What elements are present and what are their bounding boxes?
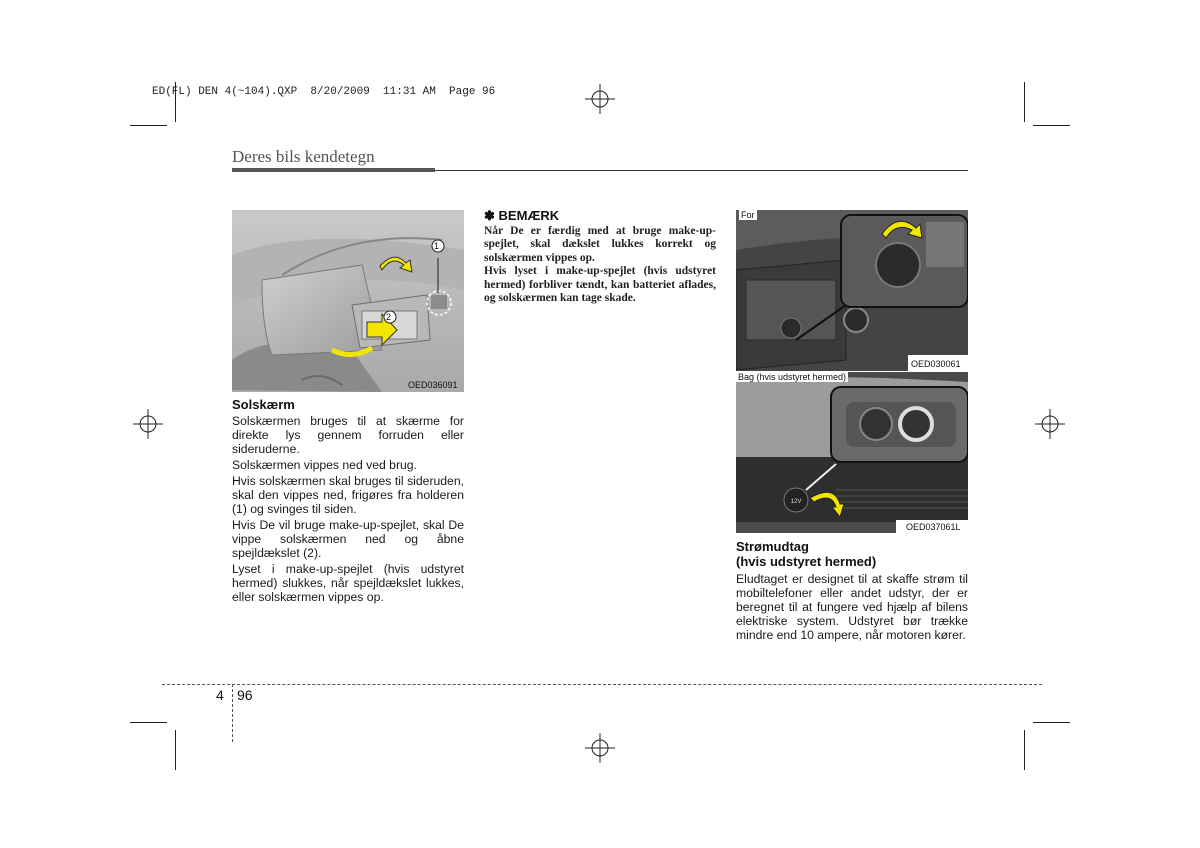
note-title-text: BEMÆRK xyxy=(498,208,560,223)
note-symbol-icon: ✽ xyxy=(484,208,495,223)
figure-label-front: For xyxy=(741,210,755,220)
sun-visor-figure xyxy=(232,210,464,392)
header-rule-thick xyxy=(232,168,435,172)
note-title xyxy=(484,208,559,224)
section-heading-power-outlet xyxy=(736,539,876,569)
footer-dashed-divider xyxy=(232,684,233,742)
sun-visor-illustration xyxy=(232,210,464,392)
print-slug: ED(FL) DEN 4(~104).QXP 8/20/2009 11:31 AM Page 96 xyxy=(152,86,496,98)
note-body xyxy=(484,225,716,305)
paragraph: Solskærmen vippes ned ved brug. xyxy=(232,458,417,472)
paragraph: Hvis solskærmen skal bruges til sideruden, skal den vippes ned, frigøres fra holderen (1) og svinges til siden. xyxy=(232,474,464,516)
note-paragraph: Hvis lyset i make-up-spejlet (hvis udstyret hermed) forbliver tændt, kan batteriet aflades, og solskærmen kan tage skade. xyxy=(484,265,716,305)
header-rule-thin xyxy=(435,170,968,171)
crop-mark xyxy=(1033,722,1070,723)
paragraph: Lyset i make-up-spejlet (hvis udstyret hermed) slukkes, når spejldækslet lukkes, eller solskærmen vippes op. xyxy=(232,562,464,604)
figure-code: OED036091 xyxy=(408,380,458,390)
registration-mark-icon xyxy=(585,733,615,763)
crop-mark xyxy=(1024,82,1025,122)
paragraph: Eludtaget er designet til at skaffe strøm til mobiltelefoner eller andet udstyr, der er beregnet til at fungere ved hjælp af bilens elektriske system. Udstyret bør trække mindre end 10 ampere, når motoren kører. xyxy=(736,572,968,642)
crop-mark xyxy=(1033,125,1070,126)
registration-mark-icon xyxy=(133,409,163,439)
crop-mark xyxy=(130,722,167,723)
power-outlet-front-figure xyxy=(736,210,968,371)
page-number: 96 xyxy=(237,687,253,703)
crop-mark xyxy=(130,125,167,126)
callout-2: 2 xyxy=(386,312,392,322)
section-heading-sun-visor: Solskærm xyxy=(232,397,295,412)
note-paragraph: Når De er færdig med at bruge make-up-spejlet, skal dækslet lukkes korrekt og solskærmen vippes op. xyxy=(484,225,716,264)
power-outlet-text xyxy=(736,572,968,644)
socket-label: 12V xyxy=(790,499,802,505)
callout-1: 1 xyxy=(434,241,440,251)
crop-mark xyxy=(175,730,176,770)
figure-code-rear: OED037061L xyxy=(906,522,961,532)
sun-visor-text xyxy=(232,414,464,606)
registration-mark-icon xyxy=(585,84,615,114)
heading-line: (hvis udstyret hermed) xyxy=(736,554,877,569)
footer-dashed-rule xyxy=(162,684,1042,685)
figure-label-rear: Bag (hvis udstyret hermed) xyxy=(738,372,847,382)
running-head: Deres bils kendetegn xyxy=(232,147,375,166)
paragraph: Hvis De vil bruge make-up-spejlet, skal De vippe solskærmen ned og åbne spejldækslet (2). xyxy=(232,518,464,560)
paragraph: Solskærmen bruges til at skærme for direkte lys gennem forruden eller sideruderne. xyxy=(232,414,464,456)
crop-mark xyxy=(1024,730,1025,770)
front-outlet-illustration xyxy=(736,210,968,371)
registration-mark-icon xyxy=(1035,409,1065,439)
rear-outlet-illustration xyxy=(736,372,968,533)
power-outlet-rear-figure xyxy=(736,372,968,533)
section-number: 4 xyxy=(216,687,224,703)
figure-code-front: OED030061 xyxy=(911,359,961,369)
heading-line: Strømudtag xyxy=(736,539,809,554)
